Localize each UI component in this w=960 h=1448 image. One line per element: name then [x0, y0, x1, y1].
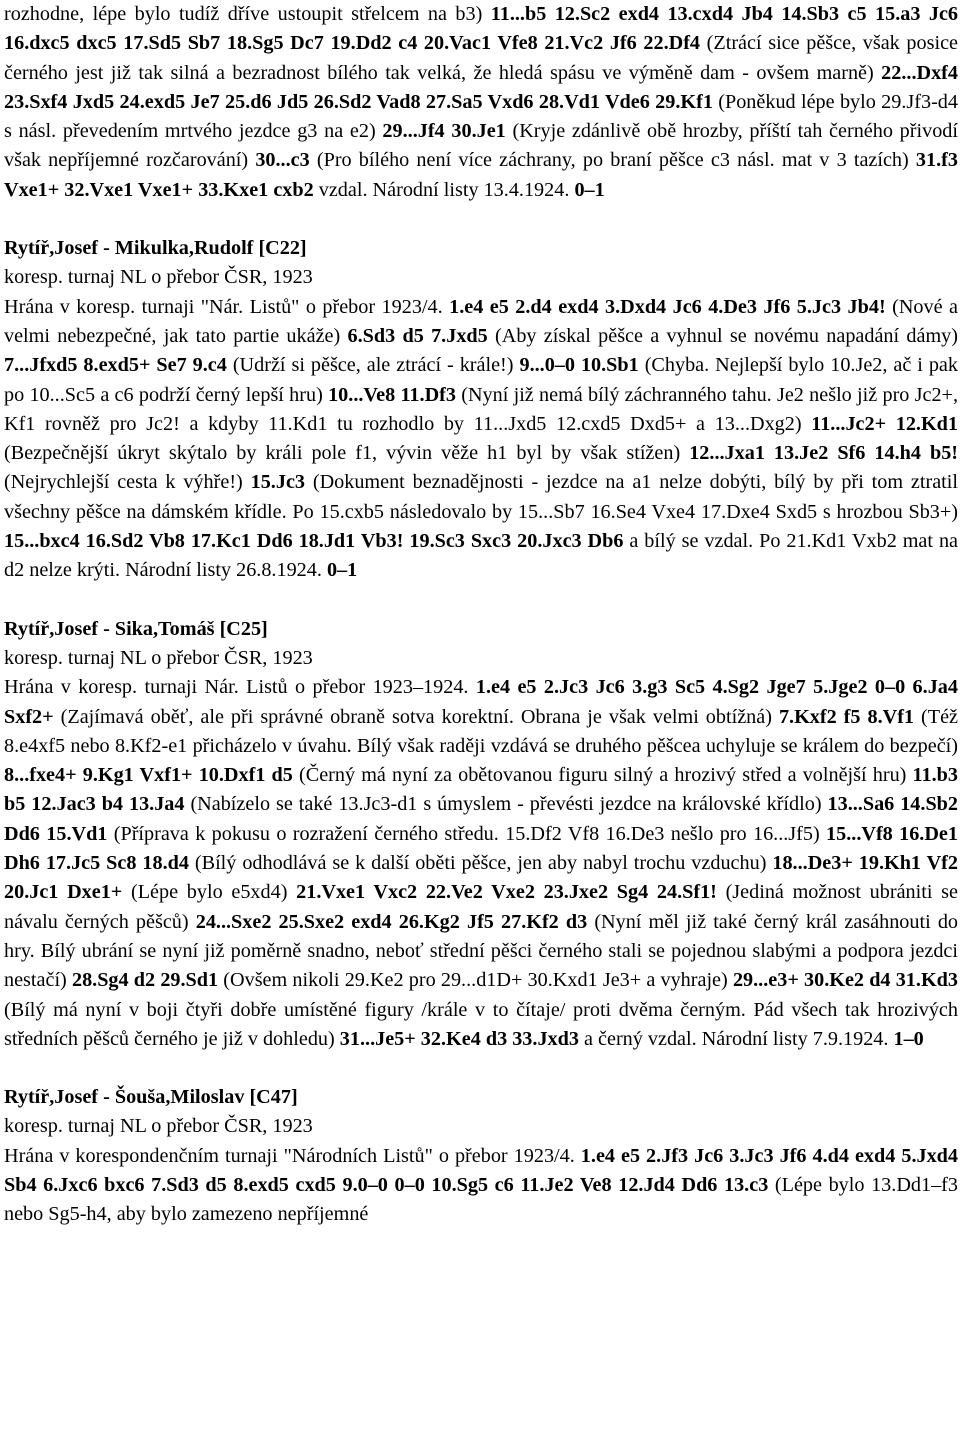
move-notation: 1–0 — [893, 1027, 924, 1050]
move-notation: 30...c3 — [255, 149, 310, 172]
move-notation: 15...bxc4 16.Sd2 Vb8 17.Kc1 Dd6 18.Jd1 Vb3! 19.Sc3 Sxc3 20.Jxc3 Db6 — [4, 530, 624, 553]
commentary-text: (Ztrácí sice pěšce, však posice černého jest již tak silná a bezradnost bílého tak velká, že hledá spásu ve výměně dam - ovšem marně) — [4, 32, 958, 84]
commentary-text: (Kryje zdánlivě obě hrozby, příští tah černého přivodí však nepříjemné rozčarování) — [4, 120, 958, 172]
commentary-text: (Chyba. Nejlepší bylo 10.Je2, ač i pak po 10...Sc5 a c6 podrží černý lepší hru) — [4, 354, 958, 406]
commentary-text: (Nabízelo se také 13.Jc3-d1 s úmyslem - převésti jezdce na královské křídlo) — [184, 793, 828, 816]
move-notation: 29...Jf4 30.Je1 — [382, 120, 506, 143]
game-moves — [4, 673, 958, 1054]
commentary-text: (Aby získal pěšce a vyhnul se novému napadání dámy) — [487, 324, 958, 347]
paragraph-game-continuation — [4, 0, 958, 205]
commentary-text: (Poněkud lépe bylo 29.Jf3-d4 s násl. převedením mrtvého jezdce g3 na e2) — [4, 90, 958, 143]
move-notation: 8...fxe4+ 9.Kg1 Vxf1+ 10.Dxf1 d5 — [4, 764, 293, 787]
game-event: koresp. turnaj NL o přebor ČSR, 1923 — [4, 1115, 313, 1138]
move-notation: 7.Kxf2 f5 8.Vf1 — [778, 705, 915, 728]
game-moves — [4, 1142, 958, 1230]
game-section-mikulka — [4, 234, 958, 586]
commentary-text: a bílý se vzdal. Po 21.Kd1 Vxb2 mat na d2 nelze krýti. Národní listy 26.8.1924. — [4, 530, 958, 582]
game-title: Rytíř,Josef - Mikulka,Rudolf [C22] — [4, 237, 307, 260]
game-event: koresp. turnaj NL o přebor ČSR, 1923 — [4, 266, 313, 289]
move-notation: 6.Sd3 d5 7.Jxd5 — [347, 324, 488, 347]
commentary-text: (Nejrychlejší cesta k výhře!) — [4, 471, 251, 494]
move-notation: 0–1 — [326, 559, 358, 582]
game-moves — [4, 293, 958, 586]
move-notation: 24...Sxe2 25.Sxe2 exd4 26.Kg2 Jf5 27.Kf2 d3 — [195, 910, 588, 933]
commentary-text: Hrána v koresp. turnaji Nár. Listů o přebor 1923–1924. — [4, 676, 476, 699]
move-notation: 29...e3+ 30.Ke2 d4 31.Kd3 — [732, 969, 958, 992]
commentary-text: Hrána v korespondenčním turnaji "Národních Listů" o přebor 1923/4. — [4, 1144, 581, 1167]
commentary-text: (Nyní měl již také černý král zasáhnouti do hry. Bílý ubrání se nyní již poměrně snadno, neboť střední pěšci černého stali se pojednou slabými a podpora jezdci nestačí) — [4, 910, 959, 992]
move-notation: 1.e4 e5 2.Jc3 Jc6 3.g3 Sc5 4.Sg2 Jge7 5.Jge2 0–0 6.Ja4 Sxf2+ — [4, 676, 958, 728]
move-notation: 9...0–0 10.Sb1 — [519, 354, 639, 377]
game-event: koresp. turnaj NL o přebor ČSR, 1923 — [4, 646, 313, 669]
commentary-text: Hrána v koresp. turnaji "Nár. Listů" o přebor 1923/4. — [4, 295, 450, 318]
move-notation: 7...Jfxd5 8.exd5+ Se7 9.c4 — [4, 354, 227, 377]
commentary-text: (Ovšem nikoli 29.Ke2 pro 29...d1D+ 30.Kxd1 Je3+ a vyhraje) — [218, 969, 733, 992]
commentary-text: (Zajímavá oběť, ale při správné obraně sotva korektní. Obrana je však velmi obtížná) — [53, 705, 779, 728]
commentary-text: (Bezpečnější úkryt skýtalo by králi pole f1, vývin věže h1 byl by však stížen) — [4, 442, 690, 465]
commentary-text: (Pro bílého není více záchrany, po braní pěšce c3 násl. mat v 3 tazích) — [309, 149, 916, 172]
move-notation: 15...Vf8 16.De1 Dh6 17.Jc5 Sc8 18.d4 — [4, 822, 958, 875]
move-notation: 12...Jxa1 13.Je2 Sf6 14.h4 b5! — [689, 442, 959, 465]
move-notation: 1.e4 e5 2.Jf3 Jc6 3.Jc3 Jf6 4.d4 exd4 5.Jxd4 Sb4 6.Jxc6 bxc6 7.Sd3 d5 8.exd5 cxd5 9.0–0 0–0 10.Sg5 c6 11.Je2 Ve8 12.Jd4 Dd6 13.c3 — [4, 1144, 958, 1196]
move-notation: 31...Je5+ 32.Ke4 d3 33.Jxd3 — [339, 1027, 579, 1050]
move-notation: 10...Ve8 11.Df3 — [328, 383, 456, 406]
commentary-text: (Černý má nyní za obětovanou figuru silný a hrozivý střed a volnější hru) — [292, 764, 913, 787]
commentary-text: (Též 8.e4xf5 nebo 8.Kf2-e1 přicházelo v úvahu. Bílý však raději vzdává se druhého pěšcea uchyluje se králem do bezpečí) — [4, 705, 958, 757]
move-notation: 31.f3 Vxe1+ 32.Vxe1 Vxe1+ 33.Kxe1 cxb2 — [4, 149, 958, 201]
move-notation: 22...Dxf4 23.Sxf4 Jxd5 24.exd5 Je7 25.d6 Jd5 26.Sd2 Vad8 27.Sa5 Vxd6 28.Vd1 Vde6 29.Kf1 — [4, 61, 958, 113]
move-notation: 1.e4 e5 2.d4 exd4 3.Dxd4 Jc6 4.De3 Jf6 5.Jc3 Jb4! — [449, 295, 886, 318]
commentary-text: a černý vzdal. Národní listy 7.9.1924. — [578, 1027, 894, 1050]
move-notation: 15.Jc3 — [250, 471, 305, 494]
move-notation: 0–1 — [574, 178, 605, 201]
commentary-text: (Nové a velmi nebezpečné, jak tato partie ukáže) — [4, 295, 958, 347]
move-notation: 11...b5 12.Sc2 exd4 13.cxd4 Jb4 14.Sb3 c5 15.a3 Jc6 16.dxc5 dxc5 17.Sd5 Sb7 18.Sg5 Dc7 19.Dd2 c4 20.Vac1 Vfe8 21.Vc2 Jf6 22.Df4 — [4, 3, 959, 55]
commentary-text: (Lépe bylo e5xd4) — [122, 881, 297, 904]
commentary-text: (Bílý odhodlává se k další oběti pěšce, jen aby nabyl trochu vzduchu) — [188, 852, 773, 875]
commentary-text: (Nyní již nemá bílý záchranného tahu. Je2 nešlo již pro Jc2+, Kf1 rovněž pro Jc2! a kdyby 11.Kd1 tu rozhodlo by 11...Jxd5 12.cxd5 Dxd5+ a 13...Dxg2) — [4, 383, 958, 435]
move-notation: 28.Sg4 d2 29.Sd1 — [71, 969, 219, 992]
commentary-text: (Bílý má nyní v boji čtyři dobře umístěné figury /krále v to čítaje/ proti dvěma černým. Pád všech tak hrozivých středních pěšců černého je již v dohledu) — [4, 998, 958, 1050]
move-notation: 21.Vxe1 Vxc2 22.Ve2 Vxe2 23.Jxe2 Sg4 24.Sf1! — [296, 881, 717, 904]
move-notation: 11...Jc2+ 12.Kd1 — [811, 412, 959, 435]
commentary-text: (Dokument beznadějnosti - jezdce na a1 nelze dobýti, bílý by při tom ztratil všechny pěšce na dámském křídle. Po 15.cxb5 následovalo by 15...Sb7 16.Se4 Vxe4 17.Dxe4 Sxd5 s hrozbou Sb3+) — [4, 471, 958, 523]
game-section-sousa — [4, 1083, 958, 1229]
move-notation: 13...Sa6 14.Sb2 Dd6 15.Vd1 — [4, 793, 958, 845]
commentary-text: (Příprava k pokusu o rozražení černého středu. 15.Df2 Vf8 16.De3 nešlo pro 16...Jf5) — [107, 822, 827, 845]
commentary-text: rozhodne, lépe bylo tudíž dříve ustoupit střelcem na b3) — [4, 3, 491, 25]
move-notation: 11.b3 b5 12.Jac3 b4 13.Ja4 — [4, 764, 958, 816]
game-title: Rytíř,Josef - Sika,Tomáš [C25] — [4, 617, 268, 640]
spacer — [4, 1054, 958, 1083]
spacer — [4, 586, 958, 615]
commentary-text: vzdal. Národní listy 13.4.1924. — [313, 178, 575, 201]
move-notation: 18...De3+ 19.Kh1 Vf2 20.Jc1 Dxe1+ — [4, 852, 958, 904]
spacer — [4, 205, 958, 234]
commentary-text: (Jediná možnost ubrániti se návalu černých pěšců) — [4, 881, 958, 933]
game-title: Rytíř,Josef - Šouša,Miloslav [C47] — [4, 1086, 298, 1109]
commentary-text: (Udrží si pěšce, ale ztrácí - krále!) — [226, 354, 520, 377]
commentary-text: (Lépe bylo 13.Dd1–f3 nebo Sg5-h4, aby bylo zamezeno nepříjemné — [4, 1173, 958, 1226]
game-section-sika — [4, 615, 958, 1054]
